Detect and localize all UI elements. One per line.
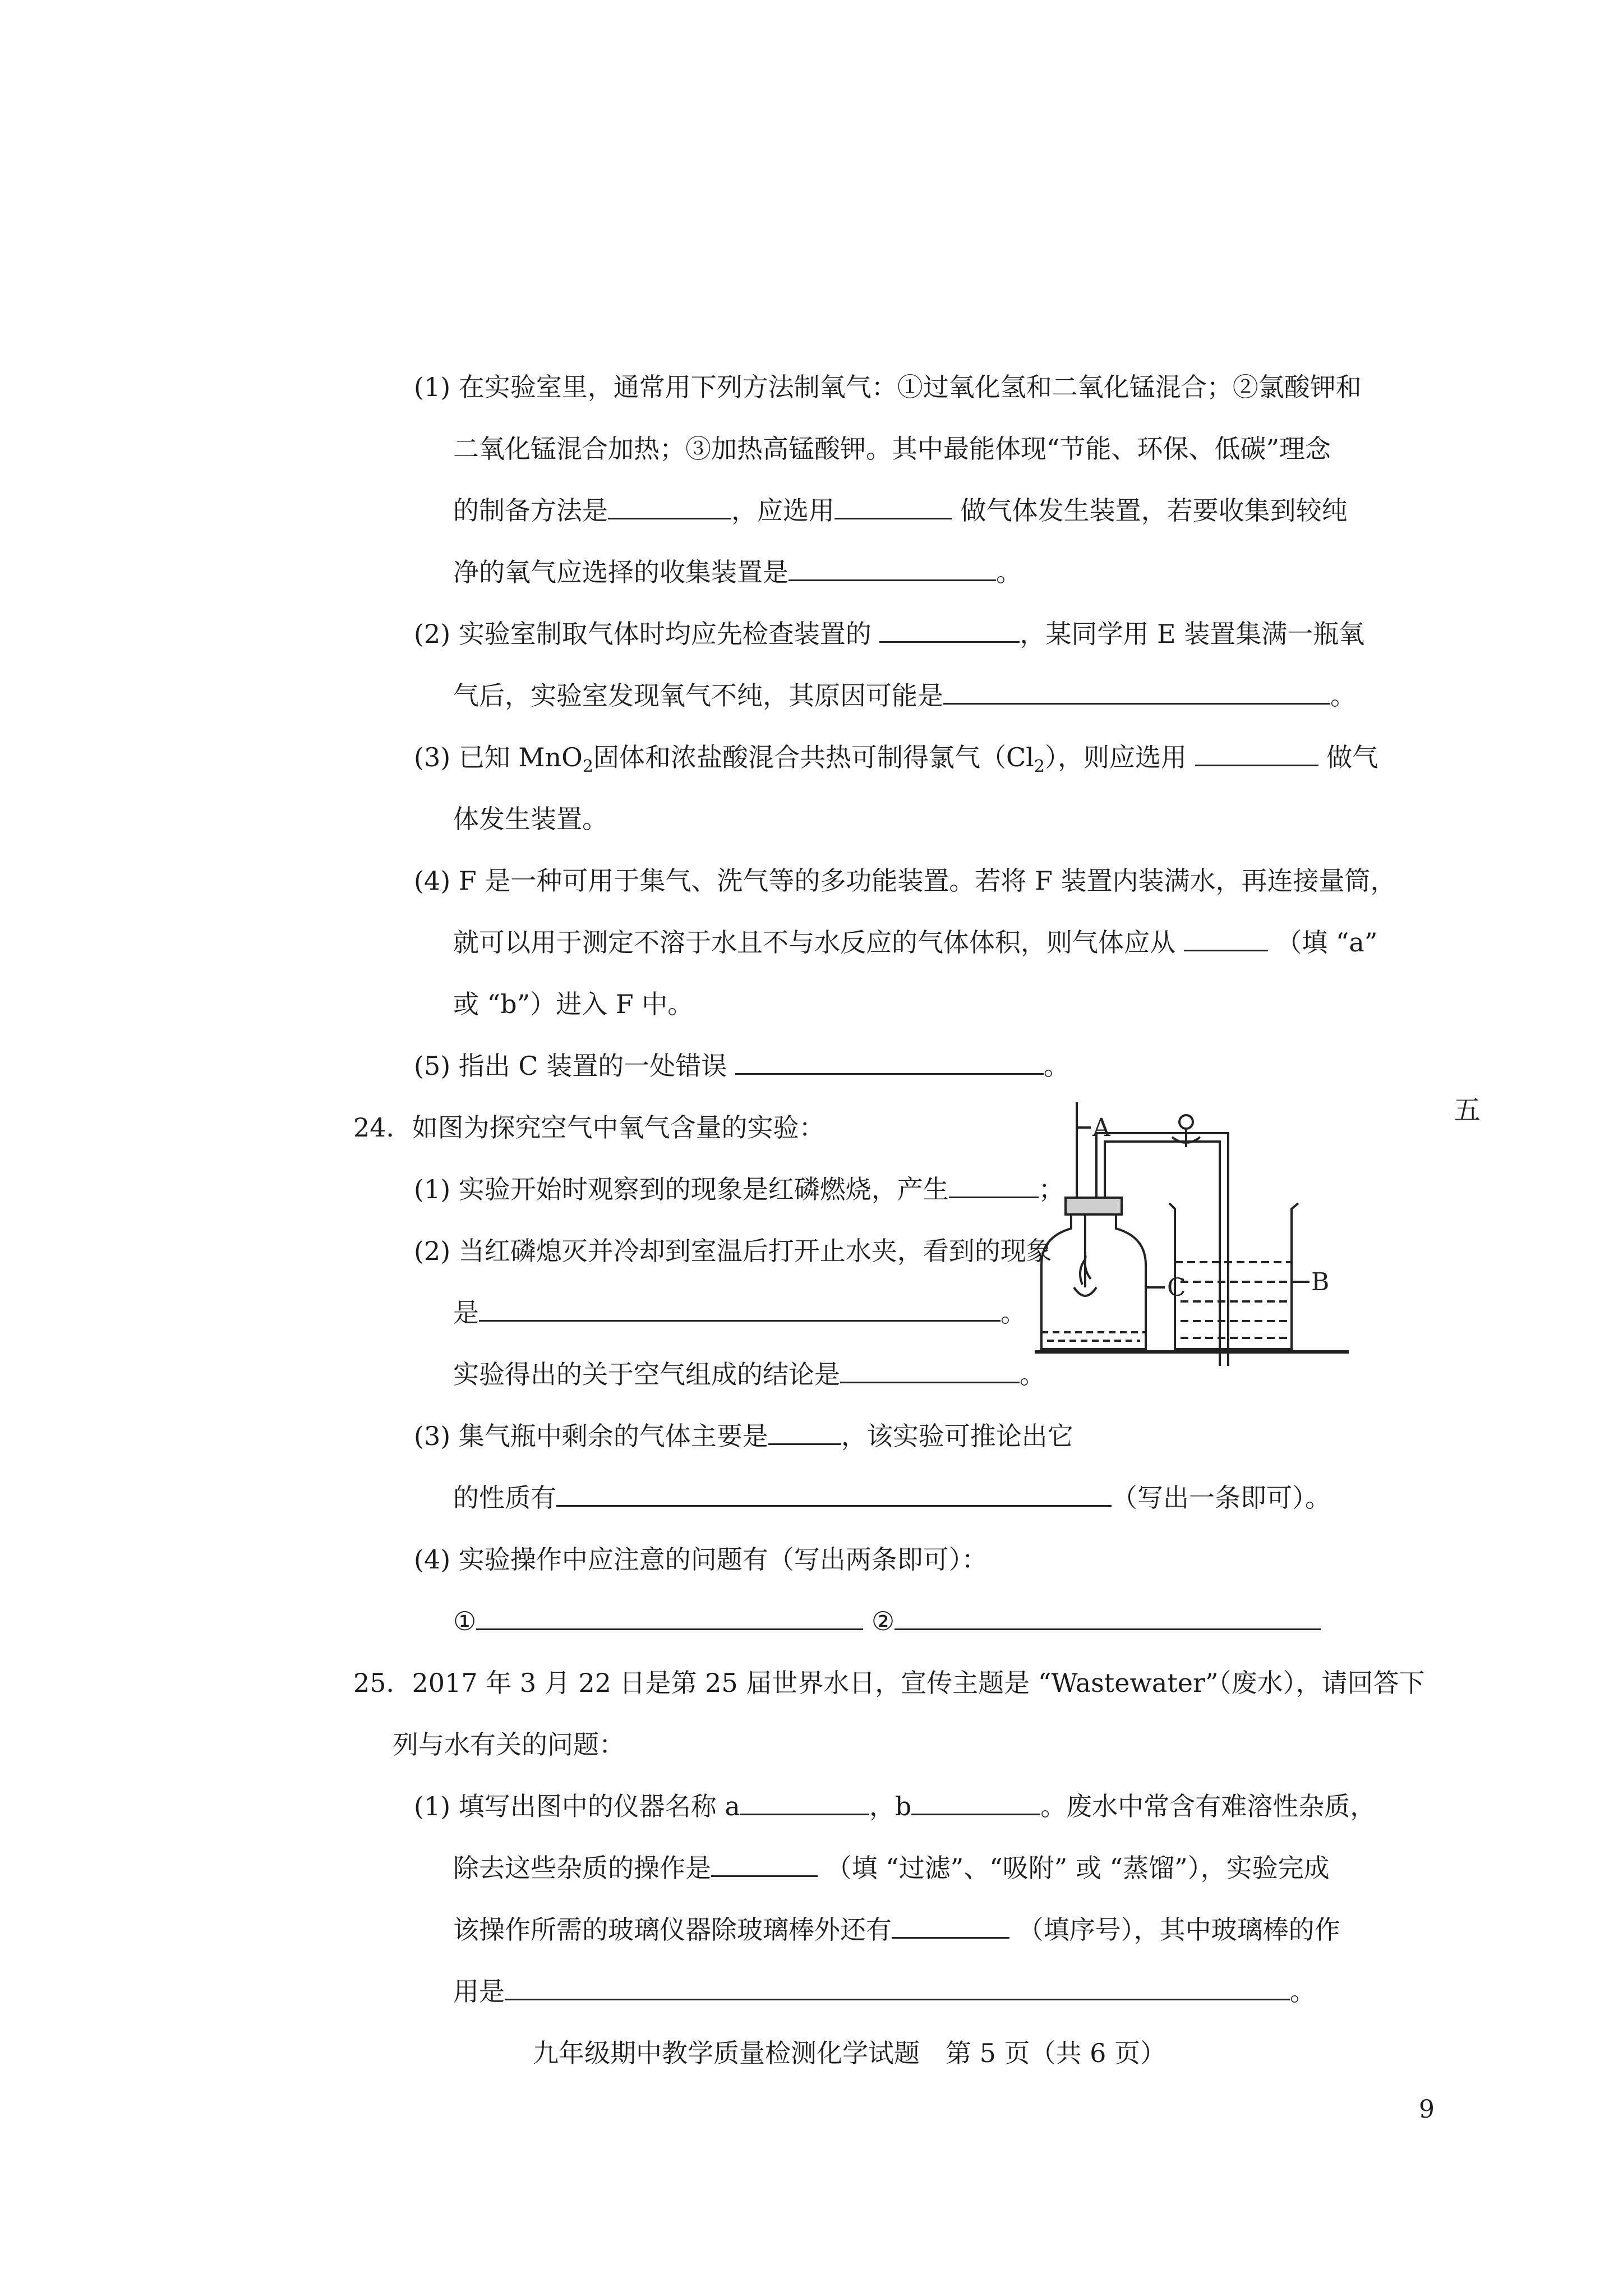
answer-blank[interactable] <box>789 555 996 581</box>
answer-blank[interactable] <box>892 1912 1009 1939</box>
q25-line2: 列与水有关的问题： <box>393 1729 625 1760</box>
oxygen-content-apparatus <box>1035 1102 1349 1372</box>
answer-blank[interactable] <box>949 1172 1039 1198</box>
q24-p1: (1) 实验开始时观察到的现象是红磷燃烧，产生 ； <box>414 1171 1064 1207</box>
answer-blank[interactable] <box>476 1604 863 1630</box>
corner-page-number: 9 <box>1419 2095 1435 2124</box>
page-footer: 九年级期中教学质量检测化学试题 第 5 页（共 6 页） <box>533 2038 1166 2068</box>
answer-blank[interactable] <box>911 1789 1040 1815</box>
answer-blank[interactable] <box>608 493 731 519</box>
answer-blank[interactable] <box>479 1295 1000 1322</box>
q24-p4-line2: ① ② <box>453 1603 1321 1639</box>
answer-blank[interactable] <box>879 616 1020 643</box>
q23-p2-line2: 气后，实验室发现氧气不纯，其原因可能是 。 <box>453 678 1356 714</box>
q23-p4-line3: 或 “b”）进入 F 中。 <box>453 989 694 1019</box>
q25-line1: 25．2017 年 3 月 22 日是第 25 届世界水日，宣传主题是 “Wastewater”（废水），请回答下 <box>353 1668 1425 1698</box>
q25-p1-line3: 该操作所需的玻璃仪器除玻璃棒外还有 （填序号），其中玻璃棒的作 <box>453 1912 1340 1948</box>
answer-blank[interactable] <box>1184 925 1268 951</box>
answer-blank[interactable] <box>943 678 1330 705</box>
answer-blank[interactable] <box>735 1048 1044 1075</box>
q25-p1-line2: 除去这些杂质的操作是 （填 “过滤”、“吸附” 或 “蒸馏”），实验完成 <box>453 1850 1330 1886</box>
q24-p4-line1: (4) 实验操作中应注意的问题有（写出两条即可）： <box>414 1544 988 1575</box>
q23-p1-line4: 净的氧气应选择的收集装置是 。 <box>453 554 1022 590</box>
q24-title: 24．如图为探究空气中氧气含量的实验： <box>353 1112 825 1143</box>
label-b: B <box>1311 1268 1330 1296</box>
q24-p3-line1: (3) 集气瓶中剩余的气体主要是 ，该实验可推论出它 <box>414 1418 1073 1454</box>
q23-p3-line1: (3) 已知 MnO$_2$固体和浓盐酸混合共热可制得氯气$(Cl_2)$，则应选用 做气 <box>414 739 1378 785</box>
q25-p1-line1: (1) 填写出图中的仪器名称 a ，b 。废水中常含有难溶性杂质， <box>414 1788 1376 1824</box>
answer-blank[interactable] <box>505 1974 1290 2000</box>
answer-blank[interactable] <box>740 1789 869 1815</box>
label-c: C <box>1167 1273 1186 1302</box>
answer-blank[interactable] <box>895 1604 1321 1630</box>
answer-blank[interactable] <box>711 1851 818 1877</box>
q23-p5-line1: (5) 指出 C 装置的一处错误 。 <box>414 1048 1069 1084</box>
q23-p1-line2: 二氧化锰混合加热；③加热高锰酸钾。其中最能体现“节能、环保、低碳”理念 <box>453 434 1331 464</box>
q23-p4-line2: 就可以用于测定不溶于水且不与水反应的气体体积，则气体应从 （填 “a” <box>453 924 1377 960</box>
q24-p2-line2: 是 。 <box>453 1295 1026 1331</box>
answer-blank[interactable] <box>1195 740 1318 766</box>
answer-blank[interactable] <box>834 493 952 519</box>
margin-character: 五 <box>1454 1094 1481 1126</box>
answer-blank[interactable] <box>840 1357 1020 1383</box>
label-a: A <box>1092 1114 1110 1142</box>
answer-blank[interactable] <box>768 1419 841 1445</box>
q23-p2-line1: (2) 实验室制取气体时均应先检查装置的 ，某同学用 E 装置集满一瓶氧 <box>414 616 1364 652</box>
q24-p3-line2: 的性质有 （写出一条即可）。 <box>453 1480 1331 1516</box>
q23-p1-line1: (1) 在实验室里，通常用下列方法制氧气：①过氧化氢和二氧化锰混合；②氯酸钾和 <box>414 372 1362 402</box>
answer-blank[interactable] <box>556 1480 1112 1507</box>
q24-p2-line3: 实验得出的关于空气组成的结论是 。 <box>453 1356 1045 1392</box>
q23-p3-line2: 体发生装置。 <box>453 804 608 834</box>
q24-p2-line1: (2) 当红磷熄灭并冷却到室温后打开止水夹，看到的现象 <box>414 1236 1052 1266</box>
q23-p1-line3: 的制备方法是 ，应选用 做气体发生装置，若要收集到较纯 <box>453 493 1348 528</box>
q25-p1-line4: 用是 。 <box>453 1973 1316 2009</box>
q23-p4-line1: (4) F 是一种可用于集气、洗气等的多功能装置。若将 F 装置内装满水，再连接量筒， <box>414 866 1396 896</box>
